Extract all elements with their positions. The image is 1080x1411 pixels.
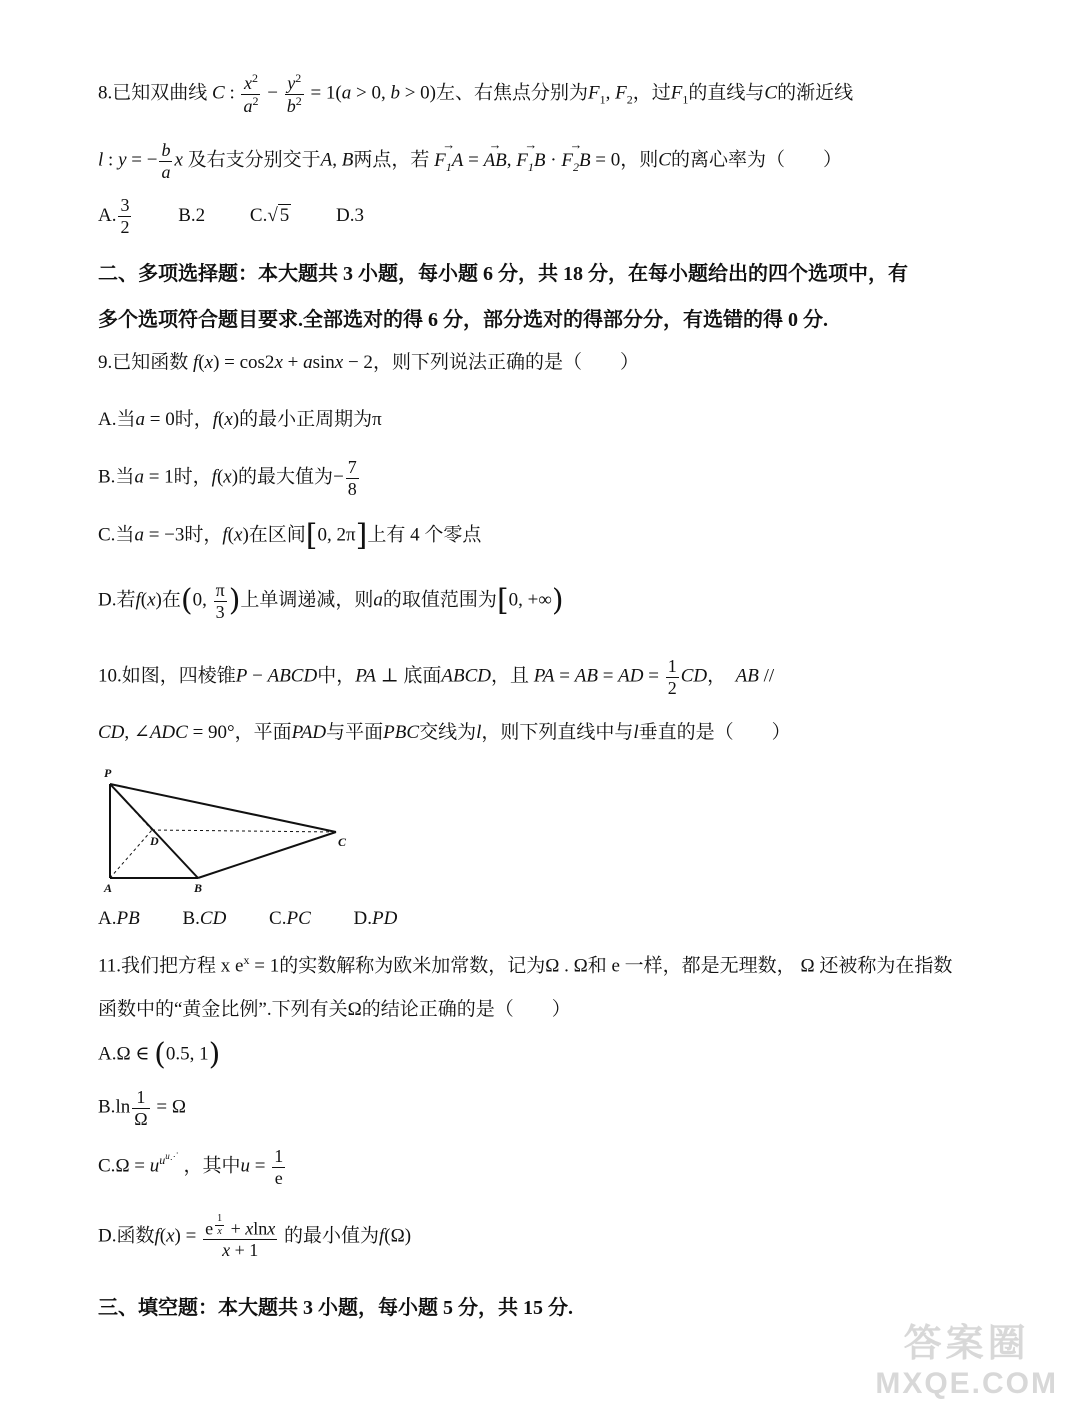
q8-option-a: A. $\frac{3}{2}$ xyxy=(98,195,130,237)
q10-option-a: A.PB xyxy=(98,908,140,929)
q9-stem: 9.已知函数 f(x) = cos2x + asinx − 2，则下列说法正确的是（ ） xyxy=(98,352,639,373)
q10-option-b: B.CD xyxy=(182,908,227,929)
q8-options xyxy=(98,195,364,237)
q8-text: ，则 xyxy=(620,149,659,171)
label-P: P xyxy=(104,766,112,780)
q9-option-b: B.当a = 1时，f(x)的最大值为− $\frac{7}{8}$ xyxy=(98,457,357,499)
q8-line-1: 8.已知双曲线 C : $\frac{x^2}{a^2}$ − $\frac{y^2}{b^2}$ = 1(a > 0, b > 0)左、右焦点分别为$F_1$, $F_2$，过$F_1$的直线与C的渐近线 xyxy=(98,71,854,116)
q8-text: 的渐近线 xyxy=(777,82,854,104)
edge-AD xyxy=(110,830,152,878)
q8-text: 及右支分别交于 xyxy=(187,149,321,171)
q8-text: 两点，若 xyxy=(353,149,430,171)
q8-option-c: C.√ 5 xyxy=(249,204,290,226)
q8-option-b: B.2 xyxy=(178,204,206,226)
q9-option-d: D.若f(x)在(0, $\frac{\pi}{3}$ )上单调递减，则a的取值范围为[0, +∞) xyxy=(98,580,564,622)
label-A: A xyxy=(104,881,113,895)
label-C: C xyxy=(338,835,347,849)
q11-stem-line1: 11.我们把方程 x $e^x = 1$的实数解称为欧米加常数，记为Ω . Ω和 e 一样，都是无理数， Ω 还被称为在指数 xyxy=(98,953,953,977)
q8-text: 左、右焦点分别为 xyxy=(436,82,589,104)
q8-text: ，过 xyxy=(632,82,671,104)
q8-text: 的离心率为（ ） xyxy=(670,149,842,171)
q11-option-d: D.函数f(x) = e $^{\frac{1}{x}}$ + xlnx x + 1 的最小值为f(Ω) xyxy=(98,1213,412,1261)
label-B: B xyxy=(194,881,203,895)
q10-stem-line1: 10.如图，四棱锥P − ABCD中，PA ⊥ 底面ABCD，且 PA = AB = AD = $\frac{1}{2}$ CD， AB // xyxy=(98,656,775,698)
q10-option-d: D.PD xyxy=(353,908,398,929)
q11-option-a: A.Ω ∈ (0.5, 1) xyxy=(98,1037,221,1072)
edge-PC xyxy=(110,784,336,832)
section2-heading-line2: 多个选项符合题目要求.全部选对的得 6 分，部分选对的得部分分，有选错的得 0 分. xyxy=(98,309,828,331)
q10-options xyxy=(98,908,397,931)
q10-stem-line2: CD, ∠ADC = 90°，平面PAD与平面PBC交线为l，则下列直线中与l垂直的是（ ） xyxy=(98,722,791,743)
q9-option-c: C.当a = −3时，f(x)在区间[0, 2π]上有 4 个零点 xyxy=(98,518,482,553)
q8-text: 已知双曲线 xyxy=(112,82,208,104)
edge-DC xyxy=(152,830,336,832)
section3-heading: 三、填空题：本大题共 3 小题，每小题 5 分，共 15 分. xyxy=(98,1297,573,1319)
pyramid-figure xyxy=(98,762,358,898)
q9-option-a: A.当a = 0时，f(x)的最小正周期为π xyxy=(98,409,382,430)
watermark-logo: 答案圈 MXQE.COM xyxy=(875,1323,1058,1400)
edge-BC xyxy=(198,832,336,878)
q8-number: 8. xyxy=(98,82,113,104)
q8-option-d: D.3 xyxy=(336,204,365,226)
q8-line-2: l : y = − $\frac{b}{a}$ x 及右支分别交于A, B两点，若 → $F_1A$ = → AB, → $F_1B$ · → $F_2B = 0$，则C的离心率为（ ） xyxy=(98,140,842,182)
q10-option-c: C.PC xyxy=(269,908,311,929)
section2-heading-line1: 二、多项选择题：本大题共 3 小题，每小题 6 分，共 18 分，在每小题给出的四个选项中，有 xyxy=(98,263,908,285)
q11-stem-line2: 函数中的“黄金比例”.下列有关Ω的结论正确的是（ ） xyxy=(98,999,571,1020)
q11-option-c: $C.\Omega = u^{u^{u⋰}}$ ，其中u = $\frac{1}{e}$ xyxy=(98,1146,284,1188)
q11-option-b: B.ln $\frac{1}{\Omega}$ = Ω xyxy=(98,1087,186,1129)
label-D: D xyxy=(150,834,159,848)
q8-text: 的直线与 xyxy=(688,82,765,104)
